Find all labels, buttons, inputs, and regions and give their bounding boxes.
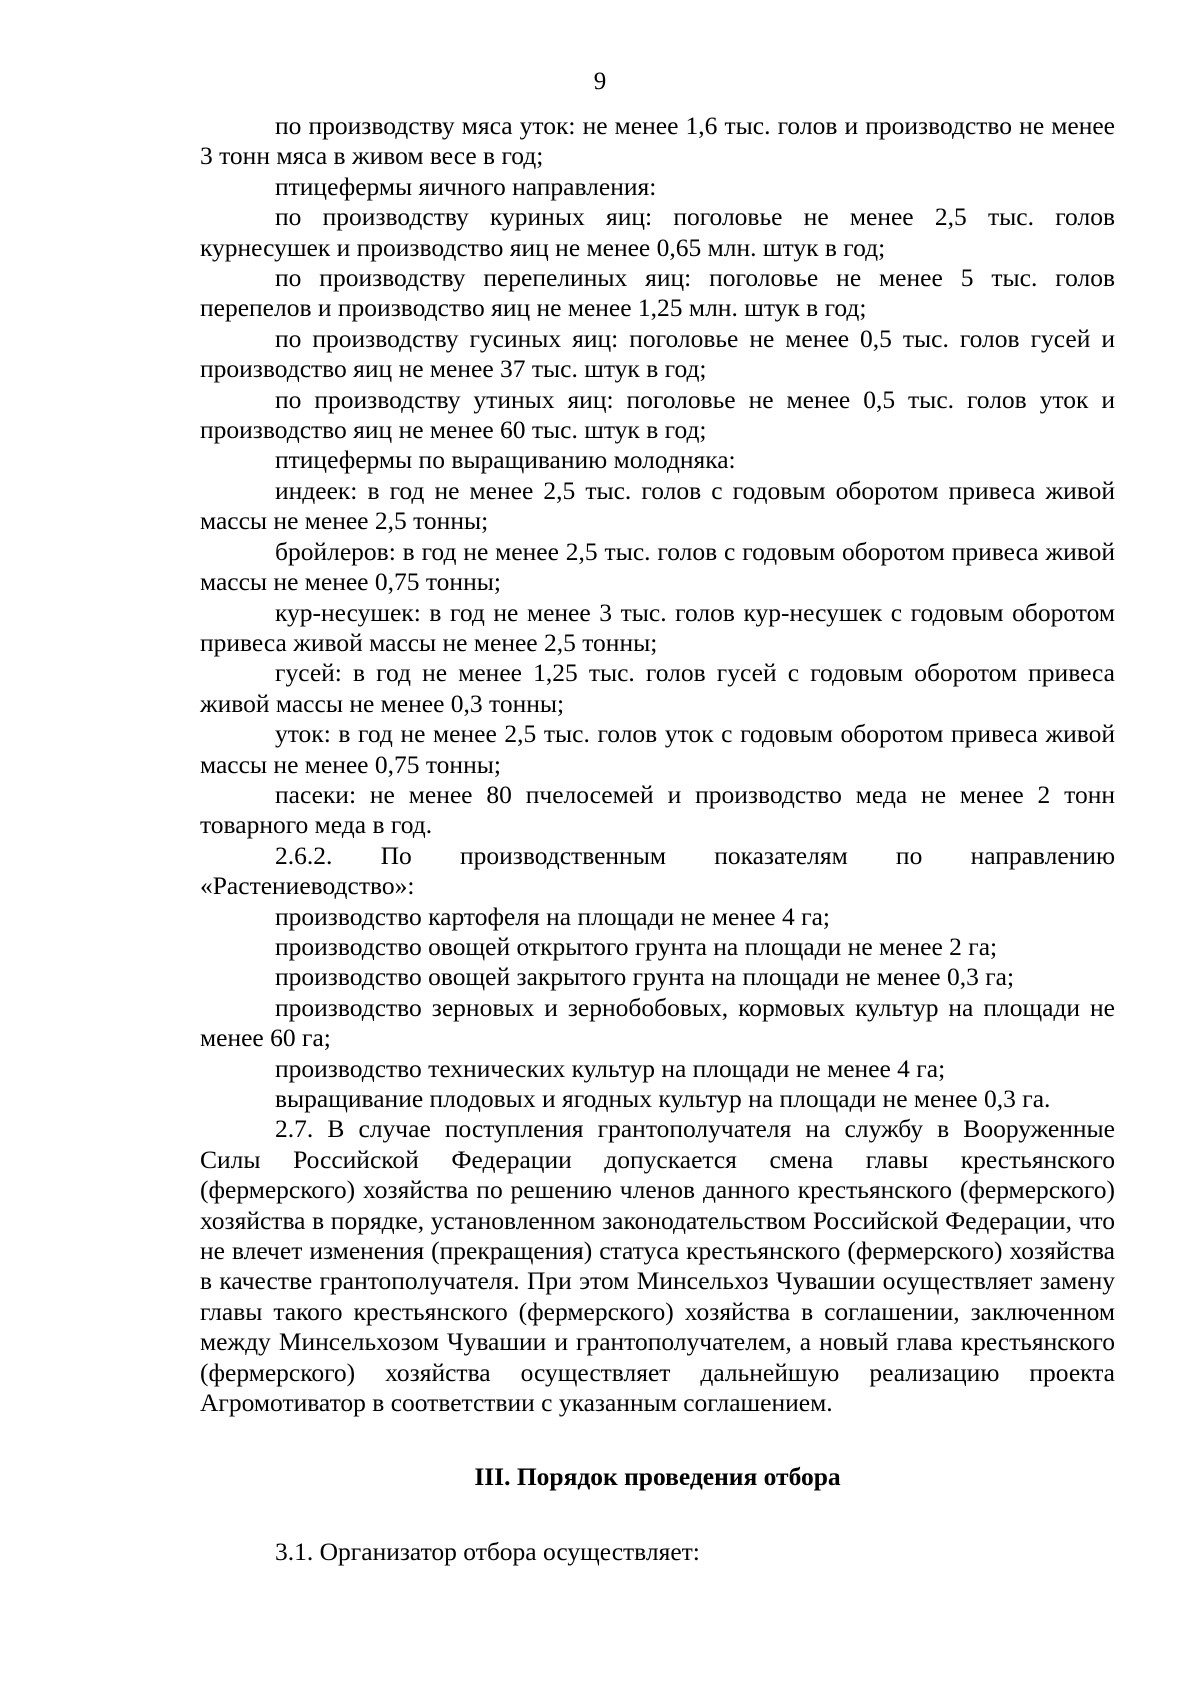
- paragraph-goose-eggs: по производству гусиных яиц: поголовье не менее 0,5 тыс. голов гусей и производство яиц не менее 37 тыс. штук в год;: [200, 323, 1115, 384]
- paragraph-apiaries: пасеки: не менее 80 пчелосемей и производство меда не менее 2 тонн товарного меда в год.: [200, 779, 1115, 840]
- paragraph-duck-meat: по производству мяса уток: не менее 1,6 тыс. голов и производство не менее 3 тонн мяса в живом весе в год;: [200, 111, 1115, 171]
- paragraph-geese: гусей: в год не менее 1,25 тыс. голов гусей с годовым оборотом привеса живой массы не менее 0,3 тонны;: [200, 658, 1115, 718]
- paragraph-fruit-berry-crops: выращивание плодовых и ягодных культур на площади не менее 0,3 га.: [275, 1084, 1051, 1113]
- paragraph-broilers: бройлеров: в год не менее 2,5 тыс. голов с годовым оборотом привеса живой массы не менее 0,75 тонны;: [200, 536, 1115, 597]
- page-number: 9: [593, 68, 607, 95]
- paragraph-ducks: уток: в год не менее 2,5 тыс. голов уток с годовым оборотом привеса живой массы не менее 0,75 тонны;: [200, 719, 1115, 779]
- paragraph-potatoes: производство картофеля на площади не менее 4 га;: [275, 901, 830, 931]
- paragraph-egg-farms: птицефермы яичного направления:: [275, 171, 657, 201]
- paragraph-chicken-eggs: по производству куриных яиц: поголовье не менее 2,5 тыс. голов курнесушек и производство яиц не менее 0,65 млн. штук в год;: [200, 202, 1115, 262]
- section-heading: III. Порядок проведения отбора: [474, 1462, 841, 1492]
- paragraph-laying-hens: кур-несушек: в год не менее 3 тыс. голов кур-несушек с годовым оборотом привеса живой массы не менее 2,5 тонны;: [200, 597, 1115, 657]
- paragraph-young-stock-farms: птицефермы по выращиванию молодняка:: [275, 445, 736, 475]
- paragraph-turkeys: индеек: в год не менее 2,5 тыс. голов с годовым оборотом привеса живой массы не менее 2,5 тонны;: [200, 475, 1115, 536]
- document-body: [200, 111, 1115, 1567]
- paragraph-open-ground-vegetables: производство овощей открытого грунта на площади не менее 2 га;: [275, 931, 998, 961]
- paragraph-2-6-2: 2.6.2. По производственным показателям по направлению «Растениеводство»:: [200, 840, 1115, 901]
- paragraph-greenhouse-vegetables: производство овощей закрытого грунта на площади не менее 0,3 га;: [275, 962, 1015, 992]
- paragraph-technical-crops: производство технических культур на площади не менее 4 га;: [275, 1053, 946, 1083]
- paragraph-2-7: 2.7. В случае поступления грантополучателя на службу в Вооруженные Силы Российской Федерации допускается смена главы крестьянского (фермерского) хозяйства по решению членов данного крестьянского (фермерского) хозяйства в порядке, установленном законодательством Российской Федерации, что не влечет изменения (прекращения) статуса крестьянского (фермерского) хозяйства в качестве грантополучателя. При этом Минсельхоз Чувашии осуществляет замену главы такого крестьянского (фермерского) хозяйства в соглашении, заключенном между Минсельхозом Чувашии и грантополучателем, а новый глава крестьянского (фермерского) хозяйства осуществляет дальнейшую реализацию проекта Агромотиватор в соответствии с указанным соглашением.: [200, 1114, 1115, 1418]
- paragraph-duck-eggs: по производству утиных яиц: поголовье не менее 0,5 тыс. голов уток и производство яиц не менее 60 тыс. штук в год;: [200, 384, 1115, 445]
- paragraph-3-1: 3.1. Организатор отбора осуществляет:: [275, 1536, 700, 1566]
- paragraph-grain-crops: производство зерновых и зернобобовых, кормовых культур на площади не менее 60 га;: [200, 992, 1115, 1053]
- paragraph-quail-eggs: по производству перепелиных яиц: поголовье не менее 5 тыс. голов перепелов и производство яиц не менее 1,25 млн. штук в год;: [200, 263, 1115, 323]
